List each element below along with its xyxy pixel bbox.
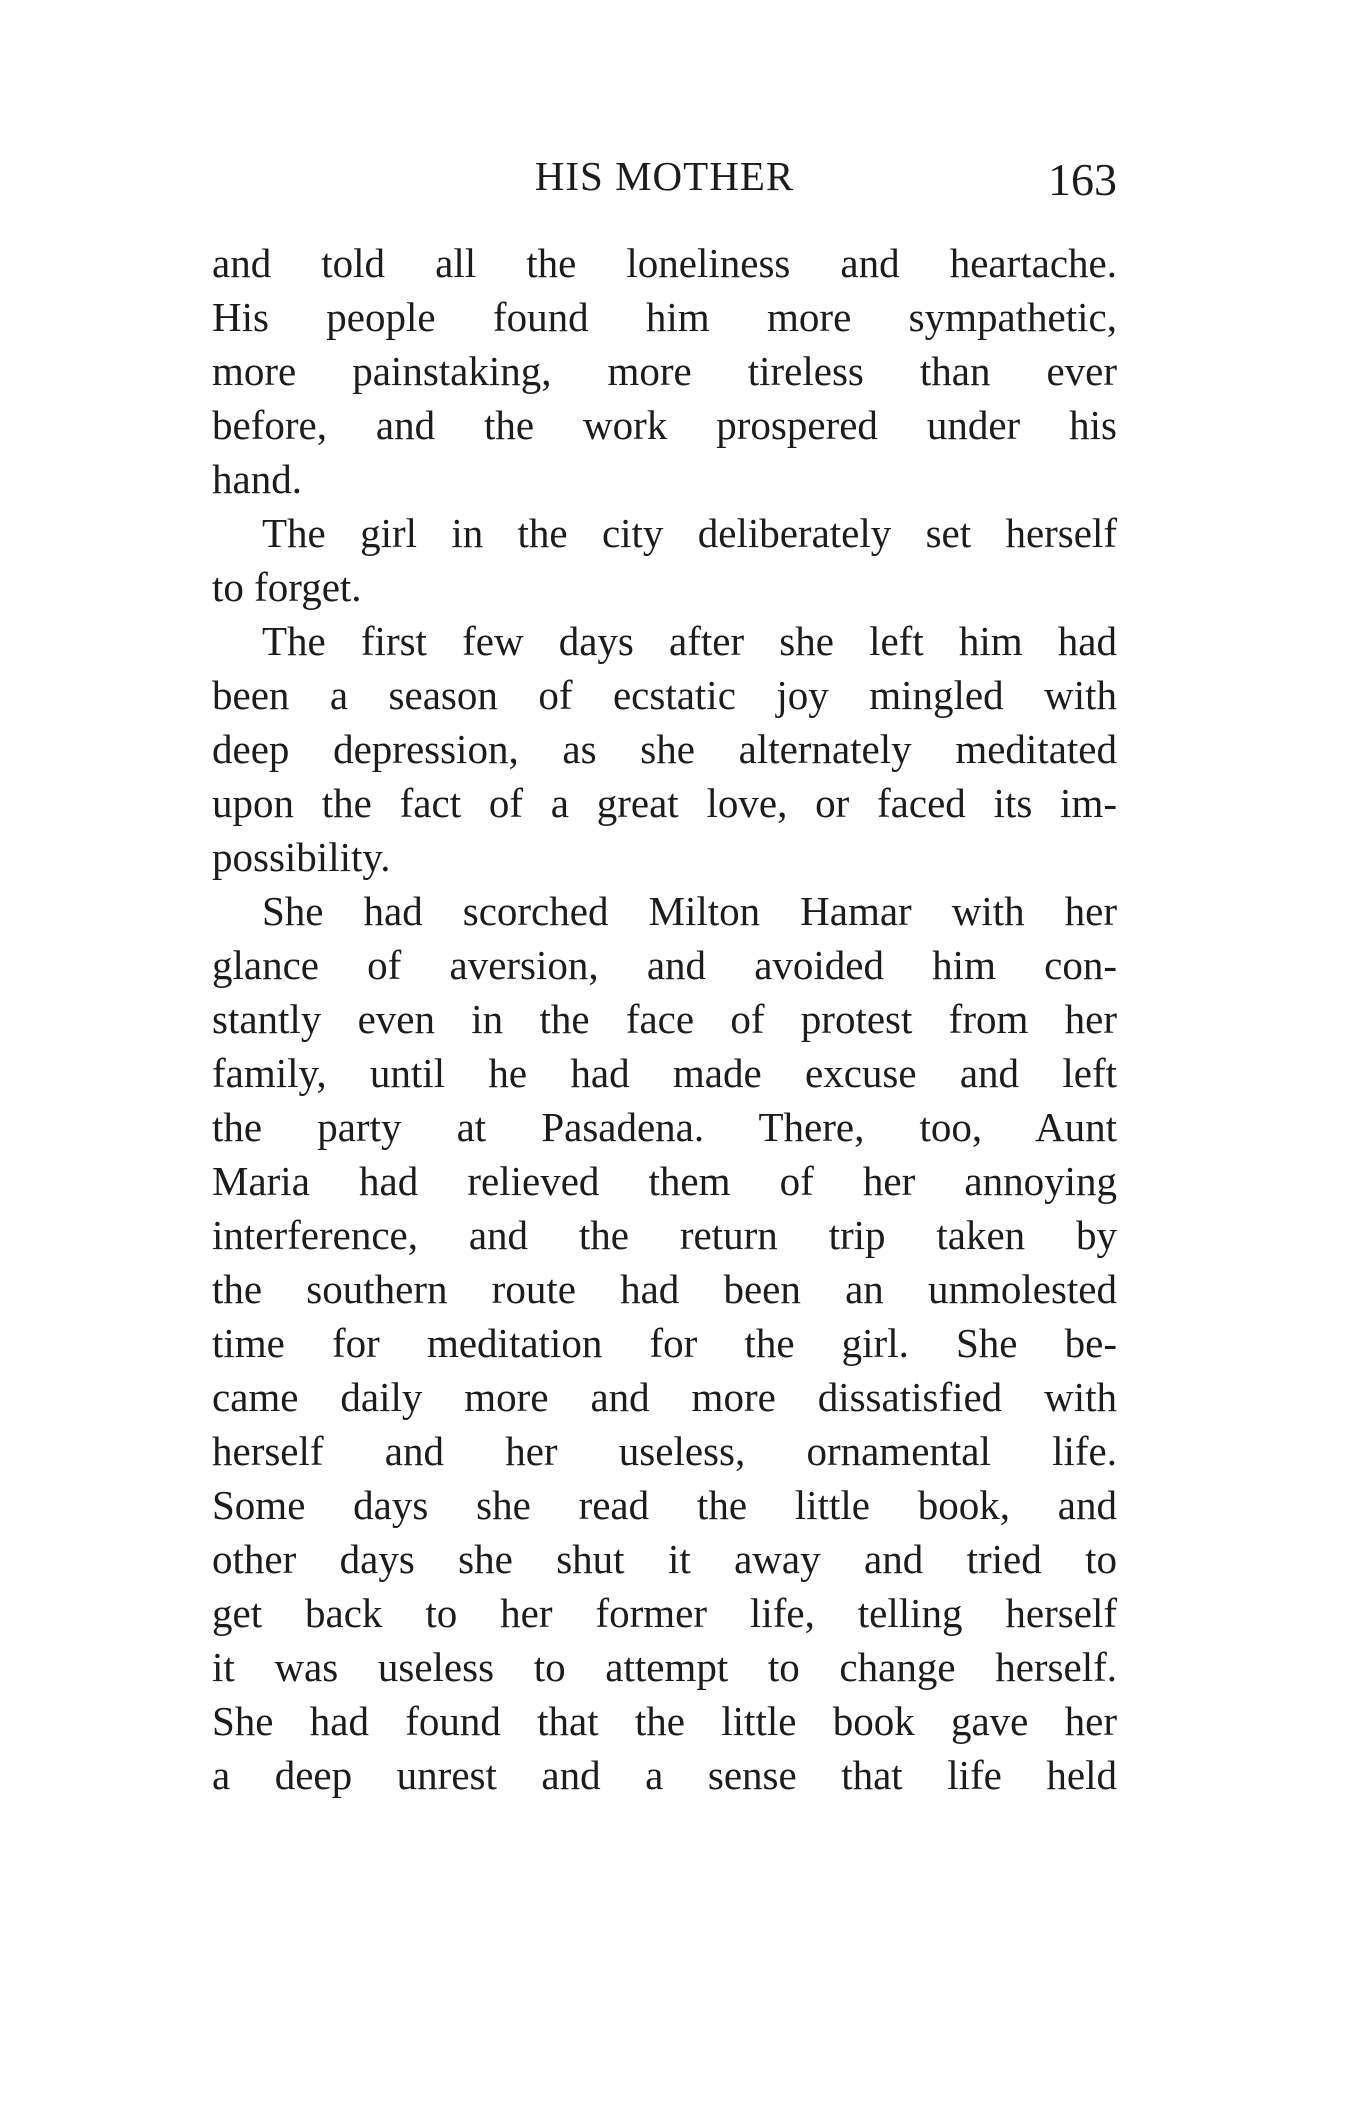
text-line: The girl in the city deliberately set herself xyxy=(262,510,1117,556)
text-line: glance of aversion, and avoided him con- xyxy=(212,942,1117,988)
text-line: time for meditation for the girl. She be- xyxy=(212,1320,1117,1366)
text-line: possibility. xyxy=(212,834,391,880)
text-line: the party at Pasadena. There, too, Aunt xyxy=(212,1104,1117,1150)
text-line: to forget. xyxy=(212,564,362,610)
text-line: it was useless to attempt to change herself. xyxy=(212,1644,1117,1690)
text-line: herself and her useless, ornamental life. xyxy=(212,1428,1117,1474)
text-line: The first few days after she left him had xyxy=(262,618,1117,664)
text-line: get back to her former life, telling herself xyxy=(212,1590,1117,1636)
text-line: She had found that the little book gave her xyxy=(212,1698,1117,1744)
text-line: Maria had relieved them of her annoying xyxy=(212,1158,1117,1204)
text-line: hand. xyxy=(212,456,302,502)
text-line: and told all the loneliness and heartache. xyxy=(212,240,1117,286)
text-line: been a season of ecstatic joy mingled with xyxy=(212,672,1117,718)
text-line: upon the fact of a great love, or faced its im- xyxy=(212,780,1117,826)
running-head xyxy=(212,148,1117,208)
text-line: deep depression, as she alternately meditated xyxy=(212,726,1117,772)
text-line: Some days she read the little book, and xyxy=(212,1482,1117,1528)
page-number: 163 xyxy=(1048,154,1117,205)
text-line: the southern route had been an unmolested xyxy=(212,1266,1117,1312)
text-line: other days she shut it away and tried to xyxy=(212,1536,1117,1582)
text-line: family, until he had made excuse and left xyxy=(212,1050,1117,1096)
text-line: His people found him more sympathetic, xyxy=(212,294,1117,340)
text-line: She had scorched Milton Hamar with her xyxy=(262,888,1117,934)
text-line: a deep unrest and a sense that life held xyxy=(212,1752,1117,1798)
text-line: came daily more and more dissatisfied with xyxy=(212,1374,1117,1420)
text-line: before, and the work prospered under his xyxy=(212,402,1117,448)
text-line: interference, and the return trip taken by xyxy=(212,1212,1117,1258)
running-title: HIS MOTHER xyxy=(534,153,795,199)
text-line: more painstaking, more tireless than ever xyxy=(212,348,1117,394)
text-line: stantly even in the face of protest from her xyxy=(212,996,1117,1042)
body-text xyxy=(212,236,1117,1802)
